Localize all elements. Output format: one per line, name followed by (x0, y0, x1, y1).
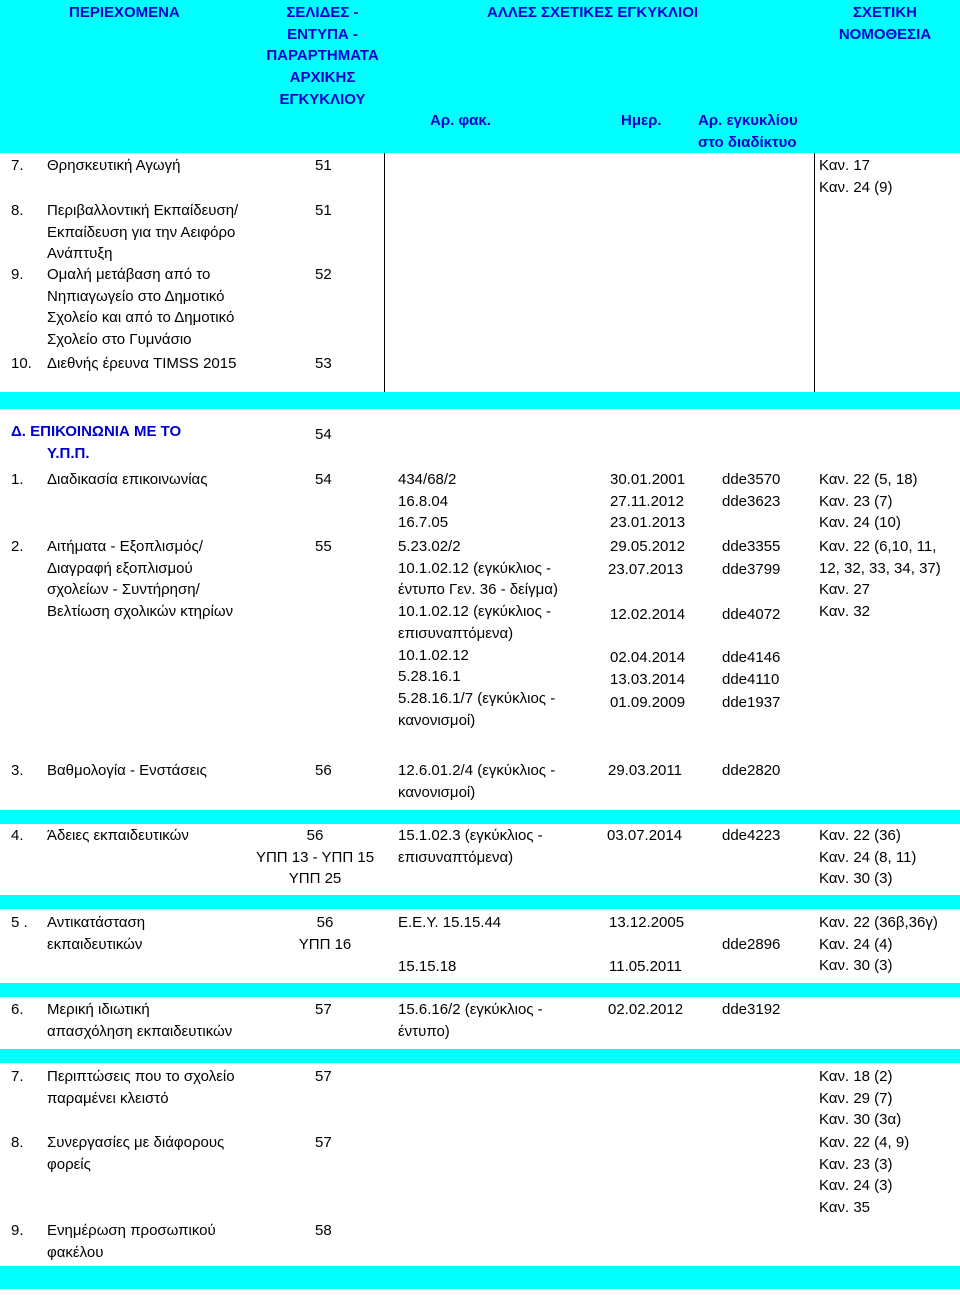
row-legislation: Καν. 22 (36) Καν. 24 (8, 11) Καν. 30 (3) (819, 827, 917, 888)
row-page: 57 (315, 1134, 332, 1151)
row-legislation: Καν. 22 (6,10, 11, 12, 32, 33, 34, 37) Καν. 27 Καν. 32 (819, 538, 941, 621)
row-num: 7. (11, 1068, 24, 1085)
row-num: 9. (11, 1222, 24, 1239)
row-page: 57 (315, 1001, 332, 1018)
row-dde: dde3355 dde3799 dde4072 dde4146 dde4110 dde1937 (722, 538, 781, 711)
row-num: 8. (11, 1134, 24, 1151)
row-dates: 13.12.2005 11.05.2011 (609, 914, 685, 975)
row-title: Περιπτώσεις που το σχολείο παραμένει κλειστό (47, 1068, 235, 1107)
row-refs: 12.6.01.2/4 (εγκύκλιος - κανονισμοί) (398, 762, 556, 801)
header-pages: ΣΕΛΙΔΕΣ - ΕΝΤΥΠΑ - ΠΑΡΑΡΤΗΜΑΤΑ ΑΡΧΙΚΗΣ ΕΓΚΥΚΛΙΟΥ (266, 4, 379, 108)
section-title: Δ. ΕΠΙΚΟΙΝΩΝΙΑ ΜΕ ΤΟ Υ.Π.Π. (11, 423, 182, 462)
row-legislation: Καν. 17 Καν. 24 (9) (819, 157, 893, 196)
row-date: 03.07.2014 (607, 827, 683, 844)
row-title: Ομαλή μετάβαση από το Νηπιαγωγείο στο Δημοτικό Σχολείο και από το Δημοτικό Σχολείο στο Γυμνάσιο (47, 266, 235, 349)
row-dde: dde2896 (722, 936, 781, 953)
section-page: 54 (315, 426, 332, 443)
row-date: 02.02.2012 (608, 1001, 684, 1018)
row-title: Άδειες εκπαιδευτικών (47, 827, 189, 844)
row-num: 8. (11, 202, 24, 219)
row-page: 51 (315, 202, 332, 219)
row-num: 2. (11, 538, 24, 555)
row-legislation: Καν. 22 (36β,36γ) Καν. 24 (4) Καν. 30 (3) (819, 914, 938, 975)
row-num: 3. (11, 762, 24, 779)
row-separator (0, 810, 960, 824)
row-page: 52 (315, 266, 332, 283)
row-title: Συνεργασίες με διάφορους φορείς (47, 1134, 225, 1173)
row-separator (0, 895, 960, 909)
row-refs: 434/68/2 16.8.04 16.7.05 (398, 471, 457, 532)
row-page: 56 ΥΠΠ 13 - ΥΠΠ 15 ΥΠΠ 25 (255, 827, 375, 888)
row-dde: dde2820 (722, 762, 781, 779)
row-title: Ενημέρωση προσωπικού φακέλου (47, 1222, 216, 1261)
row-page: 56 ΥΠΠ 16 (298, 914, 352, 953)
table-footer-band (0, 1266, 960, 1289)
row-num: 4. (11, 827, 24, 844)
row-num: 9. (11, 266, 24, 283)
row-page: 51 (315, 157, 332, 174)
row-dates: 30.01.2001 27.11.2012 23.01.2013 (610, 471, 686, 532)
header-file-number: Αρ. φακ. (430, 112, 491, 129)
row-refs: Ε.Ε.Υ. 15.15.44 15.15.18 (398, 914, 502, 975)
row-page: 55 (315, 538, 332, 555)
row-refs: 15.6.16/2 (εγκύκλιος - έντυπο) (398, 1001, 543, 1040)
row-title: Θρησκευτική Αγωγή (47, 157, 181, 174)
row-title: Διεθνής έρευνα TIMSS 2015 (47, 355, 237, 372)
row-legislation: Καν. 22 (4, 9) Καν. 23 (3) Καν. 24 (3) Καν. 35 (819, 1134, 910, 1217)
section-separator (0, 392, 960, 409)
row-dde: dde3192 (722, 1001, 781, 1018)
row-num: 1. (11, 471, 24, 488)
row-title: Περιβαλλοντική Εκπαίδευση/ Εκπαίδευση για την Αειφόρο Ανάπτυξη (47, 202, 239, 263)
header-circular-online: Αρ. εγκυκλίου στο διαδίκτυο (698, 112, 798, 151)
header-contents: ΠΕΡΙΕΧΟΜΕΝΑ (69, 4, 180, 21)
column-divider (384, 153, 385, 392)
row-num: 5 . (11, 914, 28, 931)
row-separator (0, 1049, 960, 1063)
row-legislation: Καν. 18 (2) Καν. 29 (7) Καν. 30 (3α) (819, 1068, 902, 1129)
header-legislation: ΣΧΕΤΙΚΗ ΝΟΜΟΘΕΣΙΑ (838, 4, 932, 43)
row-refs: 15.1.02.3 (εγκύκλιος - επισυναπτόμενα) (398, 827, 543, 866)
row-separator (0, 983, 960, 997)
row-legislation: Καν. 22 (5, 18) Καν. 23 (7) Καν. 24 (10) (819, 471, 918, 532)
row-title: Διαδικασία επικοινωνίας (47, 471, 208, 488)
row-date: 29.03.2011 (608, 762, 682, 779)
row-title: Αιτήματα - Εξοπλισμός/ Διαγραφή εξοπλισμού σχολείων - Συντήρηση/ Βελτίωση σχολικών κτηρίων (47, 538, 234, 621)
row-title: Αντικατάσταση εκπαιδευτικών (47, 914, 146, 953)
row-page: 53 (315, 355, 332, 372)
row-num: 6. (11, 1001, 24, 1018)
column-divider (814, 153, 815, 392)
row-title: Βαθμολογία - Ενστάσεις (47, 762, 207, 779)
row-refs: 5.23.02/2 10.1.02.12 (εγκύκλιος - έντυπο Γεν. 36 - δείγμα) 10.1.02.12 (εγκύκλιος - επισυναπτόμενα) 10.1.02.12 5.28.16.1 5.28.16.1/7 (εγκύκλιος - κανονισμοί) (398, 538, 558, 729)
row-dde: dde4223 (722, 827, 781, 844)
row-dates: 29.05.2012 23.07.2013 12.02.2014 02.04.2014 13.03.2014 01.09.2009 (608, 538, 686, 711)
row-num: 7. (11, 157, 24, 174)
row-page: 56 (315, 762, 332, 779)
row-dde: dde3570 dde3623 (722, 471, 781, 510)
header-other-circulars: ΑΛΛΕΣ ΣΧΕΤΙΚΕΣ ΕΓΚΥΚΛΙΟΙ (487, 4, 699, 21)
row-page: 57 (315, 1068, 332, 1085)
row-title: Μερική ιδιωτική απασχόληση εκπαιδευτικών (47, 1001, 233, 1040)
row-page: 54 (315, 471, 332, 488)
header-date: Ημερ. (621, 112, 662, 129)
row-page: 58 (315, 1222, 332, 1239)
row-num: 10. (11, 355, 32, 372)
